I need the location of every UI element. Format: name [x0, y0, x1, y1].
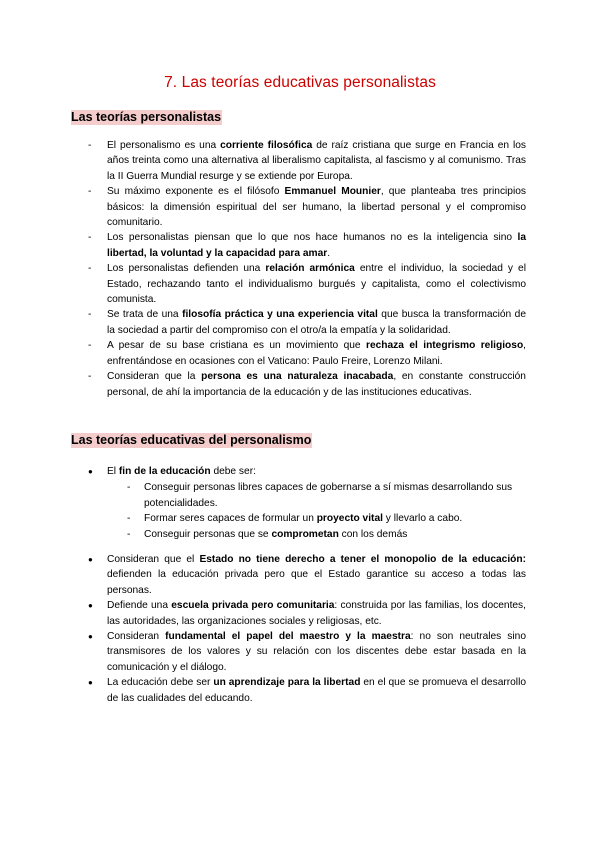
list-item: - Consideran que la persona es una naturaleza inacabada, en constante construcción personal, de ahí la importancia de la educación y de las instituciones educativas. [88, 369, 526, 400]
list-item: - El personalismo es una corriente filosófica de raíz cristiana que surge en Francia en los años treinta como una alternativa al liberalismo capitalista, al fascismo y al comunismo. Tras la II Guerra Mundial resurge y se extiende por Europa. [88, 138, 526, 184]
list-item: ● Defiende una escuela privada pero comunitaria: construida por las familias, los docentes, las autoridades, las organizaciones sociales y religiosas, etc. [88, 598, 526, 629]
section-heading-educational-theories: Las teorías educativas del personalismo [71, 433, 312, 447]
list-item: ● Consideran fundamental el papel del maestro y la maestra: no son neutrales sino transmisores de los valores y su relación con los discentes debe estar basada en la comunicación y el diálogo. [88, 629, 526, 675]
education-aims-sublist [107, 480, 526, 542]
educational-principles-list [88, 552, 526, 706]
sub-list-item: - Conseguir personas libres capaces de gobernarse a sí mismas desarrollando sus potencialidades. [107, 480, 526, 511]
sub-list-item: - Conseguir personas que se comprometan con los demás [107, 527, 526, 542]
page-title: 7. Las teorías educativas personalistas [164, 74, 436, 91]
list-item: - Los personalistas defienden una relación armónica entre el individuo, la sociedad y el Estado, rechazando tanto el individualismo burgués y capitalista, como el colectivismo comunista. [88, 261, 526, 307]
education-aims-list [88, 464, 526, 542]
list-item: ● Consideran que el Estado no tiene derecho a tener el monopolio de la educación: defienden la educación privada pero que el Estado garantice su acceso a todas las personas. [88, 552, 526, 598]
personalist-theories-list [88, 138, 526, 400]
list-item: ● El fin de la educación debe ser: - Conseguir personas libres capaces de gobernarse a sí mismas desarrollando sus potencialidades. - Formar seres capaces de formular un proyecto vital y llevarlo a cabo. - Conseguir personas que se comprometan con los demás [88, 464, 526, 542]
section-heading-personalist-theories: Las teorías personalistas [71, 110, 222, 124]
list-item: ● La educación debe ser un aprendizaje para la libertad en el que se promueva el desarrollo de las cualidades del educando. [88, 675, 526, 706]
list-item: - Su máximo exponente es el filósofo Emmanuel Mounier, que planteaba tres principios básicos: la dimensión espiritual del ser humano, la libertad personal y el compromiso comunitario. [88, 184, 526, 230]
list-item: - Los personalistas piensan que lo que nos hace humanos no es la inteligencia sino la libertad, la voluntad y la capacidad para amar. [88, 230, 526, 261]
sub-list-item: - Formar seres capaces de formular un proyecto vital y llevarlo a cabo. [107, 511, 526, 526]
list-item: - Se trata de una filosofía práctica y una experiencia vital que busca la transformación de la sociedad a partir del compromiso con el otro/a la empatía y la solidaridad. [88, 307, 526, 338]
list-item: - A pesar de su base cristiana es un movimiento que rechaza el integrismo religioso, enfrentándose en ocasiones con el Vaticano: Paulo Freire, Lorenzo Milani. [88, 338, 526, 369]
